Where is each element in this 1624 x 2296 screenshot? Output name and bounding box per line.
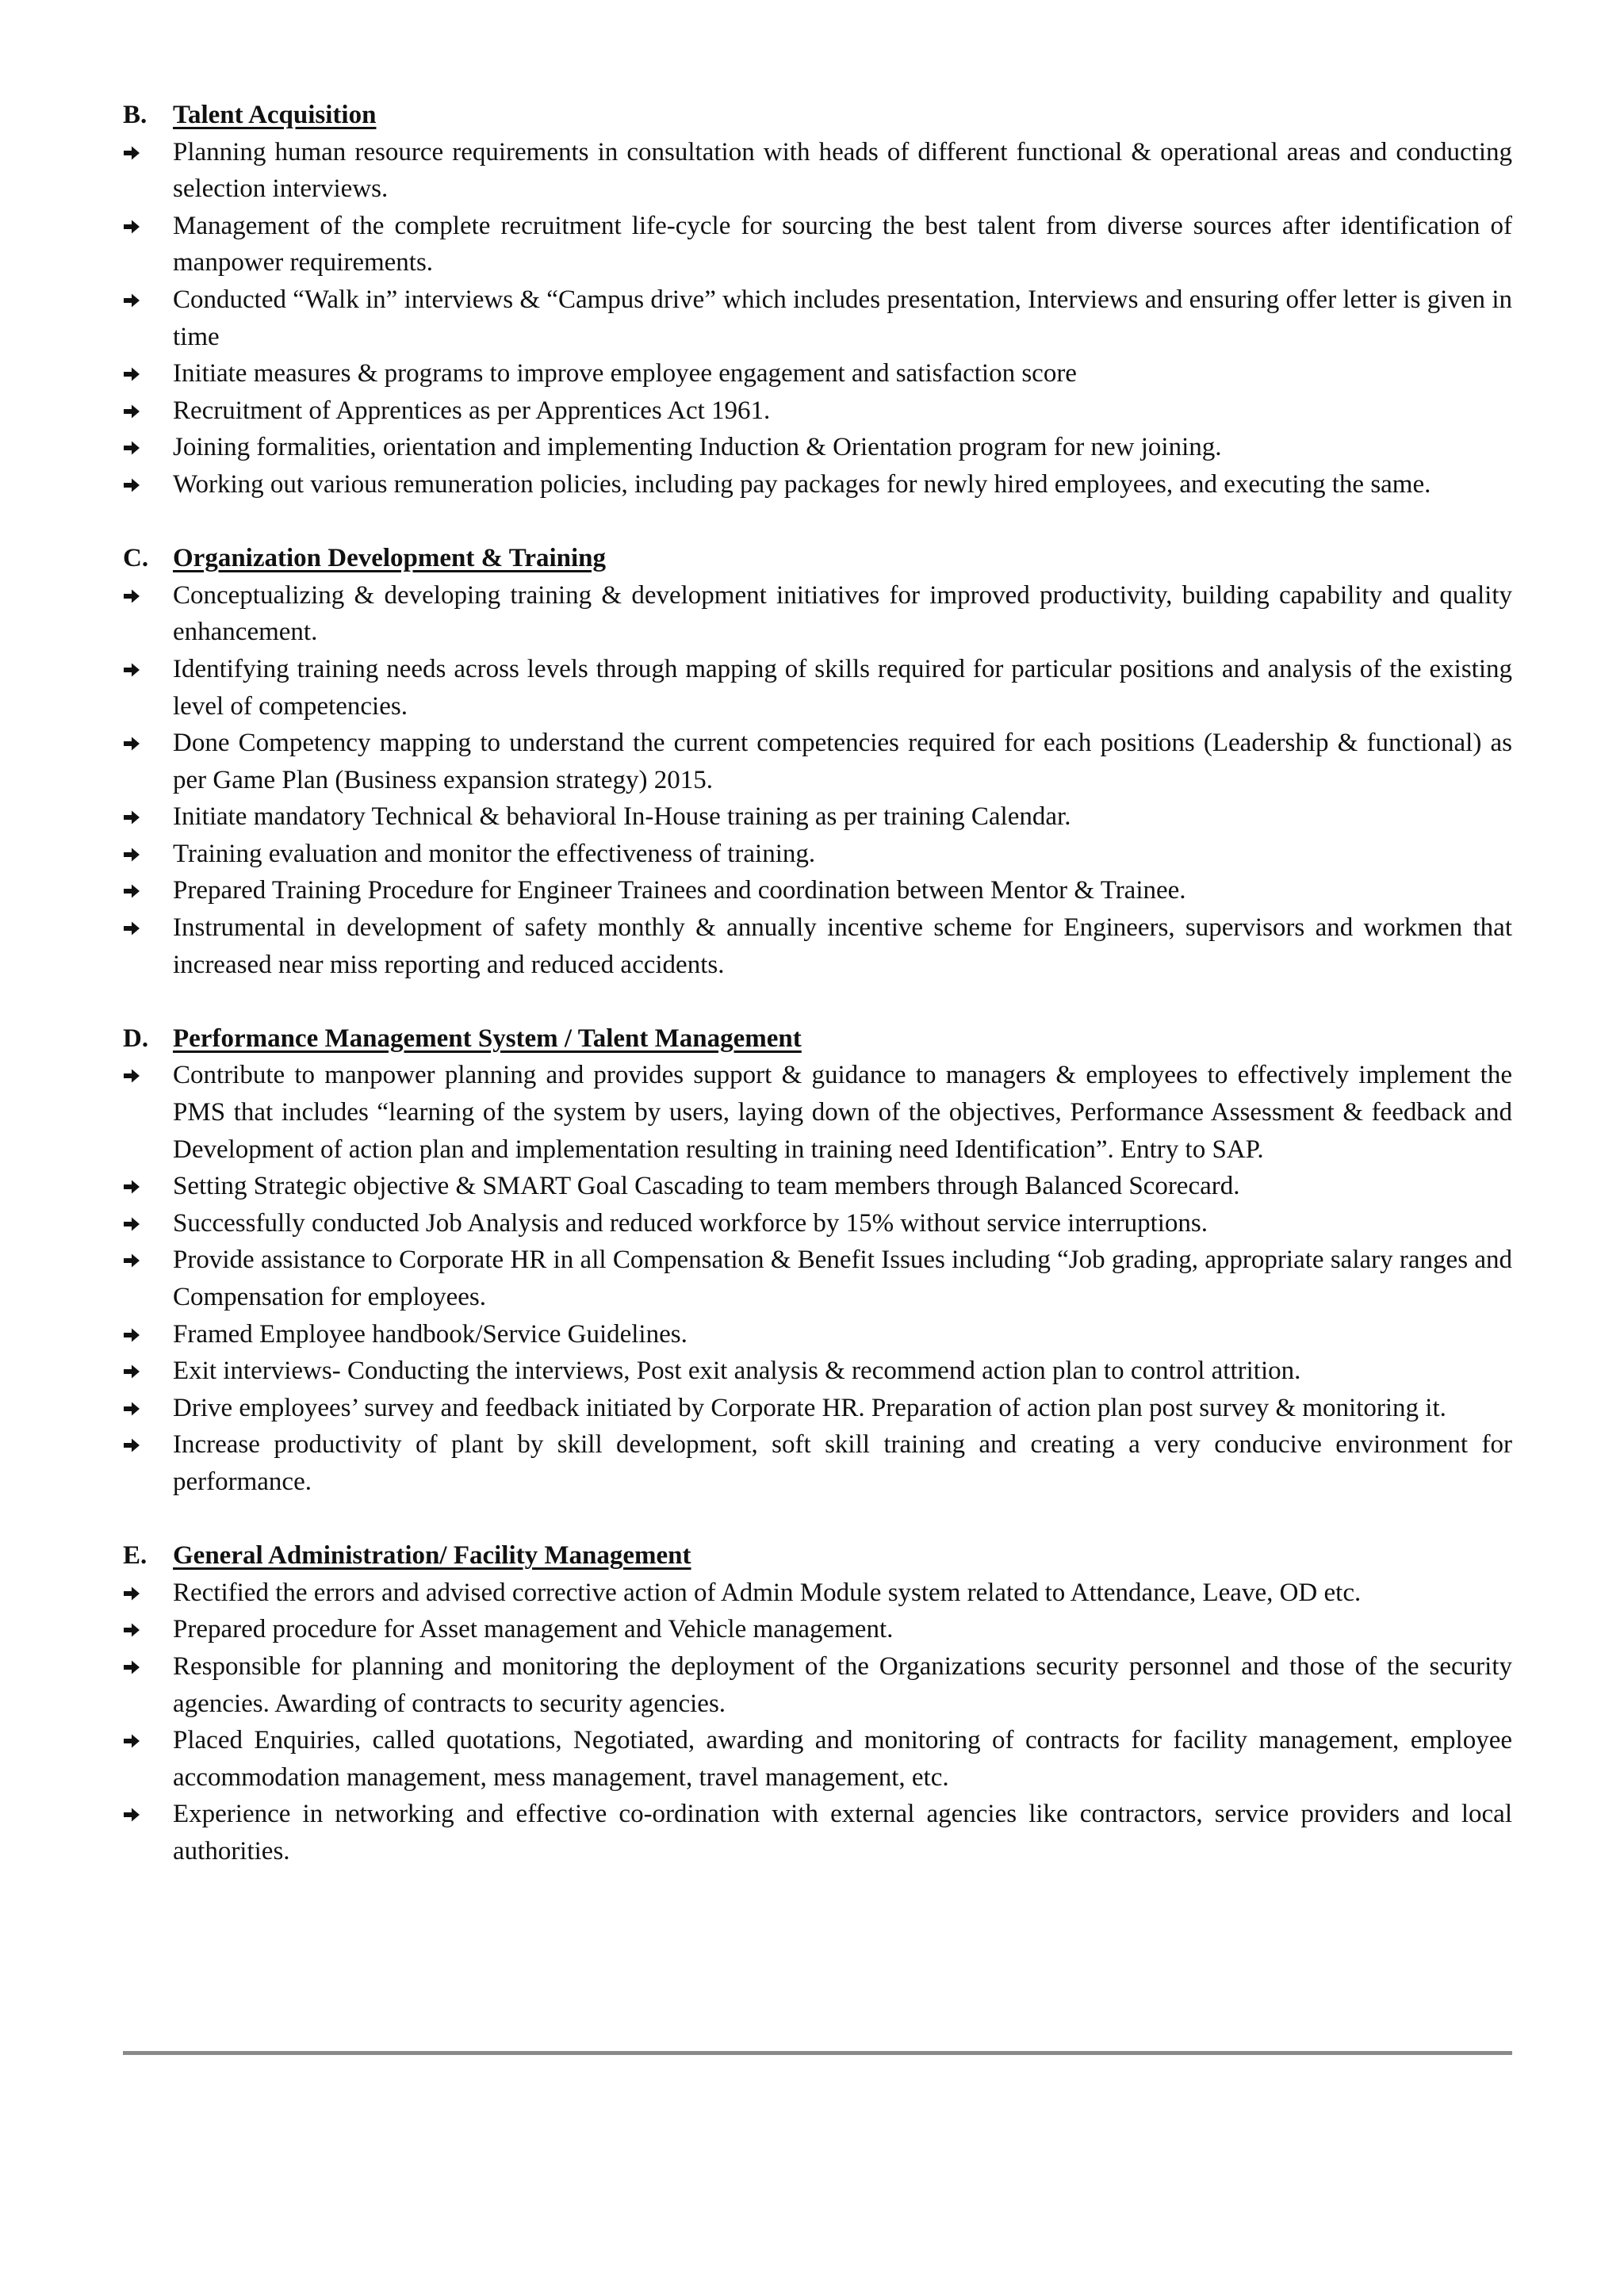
right-arrow-icon	[123, 872, 173, 909]
bullet-text: Responsible for planning and monitoring the deployment of the Organizations security personnel and those of the security agencies. Awarding of contracts to security agencies.	[173, 1651, 1512, 1718]
right-arrow-icon	[123, 1575, 173, 1612]
bullet-item	[123, 1796, 1512, 1869]
section-title: Talent Acquisition	[173, 101, 377, 129]
bullet-item	[123, 909, 1512, 983]
bullet-text: Provide assistance to Corporate HR in all Compensation & Benefit Issues including “Job grading, appropriate salary ranges and Compensation for employees.	[173, 1246, 1512, 1311]
section-letter: D.	[123, 1024, 149, 1053]
section-general-administration-facility-management	[123, 1537, 1512, 1869]
section-organization-development-training	[123, 540, 1512, 983]
bullet-item	[123, 1168, 1512, 1205]
bullet-text: Conducted “Walk in” interviews & “Campus drive” which includes presentation, Interviews and ensuring offer letter is given in time	[173, 285, 1512, 351]
bullet-text: Placed Enquiries, called quotations, Negotiated, awarding and monitoring of contracts for facility management, employee accommodation management, mess management, travel management, etc.	[173, 1726, 1512, 1792]
bullet-text: Rectified the errors and advised corrective action of Admin Module system related to Attendance, Leave, OD etc.	[173, 1578, 1362, 1607]
section-talent-acquisition	[123, 97, 1512, 503]
bullet-item	[123, 1205, 1512, 1242]
bullet-text: Prepared procedure for Asset management and Vehicle management.	[173, 1615, 894, 1644]
bullet-text: Instrumental in development of safety monthly & annually incentive scheme for Engineers, supervisors and workmen that increased near miss reporting and reduced accidents.	[173, 913, 1512, 979]
bullet-item	[123, 1057, 1512, 1168]
bullet-item	[123, 208, 1512, 281]
right-arrow-icon	[123, 281, 173, 319]
section-title: Performance Management System / Talent Management	[173, 1024, 802, 1053]
bullet-text: Exit interviews- Conducting the interviews, Post exit analysis & recommend action plan to control attrition.	[173, 1357, 1301, 1386]
right-arrow-icon	[123, 1390, 173, 1427]
bullet-text: Increase productivity of plant by skill development, soft skill training and creating a very conducive environment for performance.	[173, 1430, 1512, 1496]
right-arrow-icon	[123, 1353, 173, 1390]
bullet-item	[123, 872, 1512, 909]
bullet-text: Drive employees’ survey and feedback initiated by Corporate HR. Preparation of action plan post survey & monitoring it.	[173, 1393, 1446, 1422]
section-title: Organization Development & Training	[173, 544, 607, 573]
bullet-item	[123, 836, 1512, 873]
right-arrow-icon	[123, 909, 173, 947]
bullet-item	[123, 1242, 1512, 1315]
right-arrow-icon	[123, 1316, 173, 1353]
section-letter: C.	[123, 544, 149, 573]
bullet-item	[123, 1390, 1512, 1427]
right-arrow-icon	[123, 836, 173, 873]
bullet-text: Planning human resource requirements in consultation with heads of different functional & operational areas and conducting selection interviews.	[173, 137, 1512, 204]
right-arrow-icon	[123, 1426, 173, 1464]
bullet-item	[123, 1648, 1512, 1722]
right-arrow-icon	[123, 1648, 173, 1686]
bullet-item	[123, 392, 1512, 430]
right-arrow-icon	[123, 1611, 173, 1648]
bullet-text: Initiate mandatory Technical & behavioral In-House training as per training Calendar.	[173, 802, 1071, 832]
right-arrow-icon	[123, 1205, 173, 1242]
section-heading	[123, 97, 1512, 134]
bullet-item	[123, 798, 1512, 836]
bullet-item	[123, 1426, 1512, 1500]
bullet-item	[123, 429, 1512, 466]
bullet-item	[123, 725, 1512, 798]
bullet-item	[123, 1611, 1512, 1648]
bullet-text: Training evaluation and monitor the effectiveness of training.	[173, 839, 816, 868]
bullet-item	[123, 355, 1512, 392]
right-arrow-icon	[123, 1057, 173, 1094]
right-arrow-icon	[123, 208, 173, 245]
section-heading	[123, 540, 1512, 577]
right-arrow-icon	[123, 429, 173, 466]
bullet-text: Recruitment of Apprentices as per Apprentices Act 1961.	[173, 396, 771, 425]
right-arrow-icon	[123, 466, 173, 503]
bullet-text: Framed Employee handbook/Service Guidelines.	[173, 1319, 688, 1349]
right-arrow-icon	[123, 651, 173, 688]
bullet-text: Prepared Training Procedure for Engineer Trainees and coordination between Mentor & Trainee.	[173, 876, 1186, 905]
bullet-item	[123, 1316, 1512, 1353]
bullet-text: Done Competency mapping to understand the current competencies required for each positions (Leadership & functional) as per Game Plan (Business expansion strategy) 2015.	[173, 729, 1512, 794]
right-arrow-icon	[123, 392, 173, 430]
right-arrow-icon	[123, 577, 173, 614]
bullet-text: Setting Strategic objective & SMART Goal Cascading to team members through Balanced Scorecard.	[173, 1172, 1240, 1201]
bullet-text: Working out various remuneration policies, including pay packages for newly hired employees, and executing the same.	[173, 469, 1431, 499]
right-arrow-icon	[123, 134, 173, 171]
right-arrow-icon	[123, 355, 173, 392]
bullet-text: Experience in networking and effective co-ordination with external agencies like contractors, service providers and local authorities.	[173, 1800, 1512, 1866]
section-title: General Administration/ Facility Management	[173, 1541, 691, 1571]
right-arrow-icon	[123, 1722, 173, 1759]
bullet-item	[123, 134, 1512, 208]
bullet-item	[123, 1722, 1512, 1796]
section-letter: E.	[123, 1541, 147, 1571]
bullet-item	[123, 281, 1512, 355]
document-body	[123, 97, 1512, 1907]
bullet-item	[123, 577, 1512, 651]
right-arrow-icon	[123, 798, 173, 836]
section-heading	[123, 1020, 1512, 1058]
bullet-text: Initiate measures & programs to improve employee engagement and satisfaction score	[173, 359, 1077, 388]
bullet-text: Joining formalities, orientation and implementing Induction & Orientation program for new joining.	[173, 433, 1222, 462]
right-arrow-icon	[123, 725, 173, 762]
bullet-text: Successfully conducted Job Analysis and reduced workforce by 15% without service interruptions.	[173, 1208, 1208, 1238]
bullet-item	[123, 651, 1512, 725]
section-heading	[123, 1537, 1512, 1575]
bullet-text: Identifying training needs across levels through mapping of skills required for particular positions and analysis of the existing level of competencies.	[173, 654, 1512, 721]
bullet-item	[123, 1575, 1512, 1612]
section-performance-management-system-talent-management	[123, 1020, 1512, 1501]
section-letter: B.	[123, 101, 147, 129]
right-arrow-icon	[123, 1242, 173, 1279]
bullet-text: Conceptualizing & developing training & development initiatives for improved productivity, building capability and quality enhancement.	[173, 580, 1512, 647]
right-arrow-icon	[123, 1796, 173, 1833]
bullet-text: Contribute to manpower planning and provides support & guidance to managers & employees to effectively implement the PMS that includes “learning of the system by users, laying down of the objectives, Performance Assessment & feedback and Development of action plan and implementation resulting in training need Identification”. Entry to SAP.	[173, 1061, 1512, 1164]
bottom-divider	[123, 2051, 1512, 2055]
bullet-item	[123, 1353, 1512, 1390]
bullet-text: Management of the complete recruitment life-cycle for sourcing the best talent from diverse sources after identification of manpower requirements.	[173, 211, 1512, 277]
bullet-item	[123, 466, 1512, 503]
right-arrow-icon	[123, 1168, 173, 1205]
